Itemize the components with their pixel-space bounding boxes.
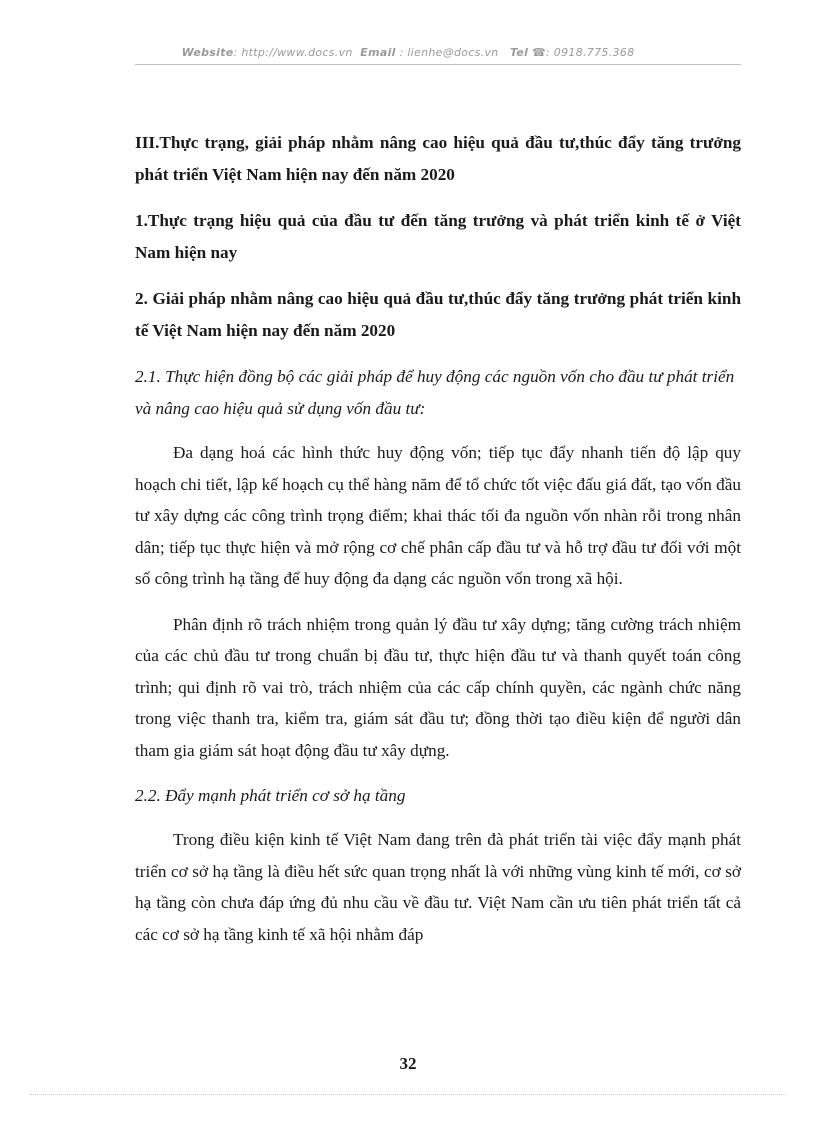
subsection-heading-2-1: 2.1. Thực hiện đồng bộ các giải pháp để huy động các nguồn vốn cho đầu tư phát triển và nâng cao hiệu quả sử dụng vốn đầu tư:	[135, 367, 735, 418]
tel-value: : 0918.775.368	[546, 46, 635, 59]
paragraph: Phân định rõ trách nhiệm trong quản lý đầu tư xây dựng; tăng cường trách nhiệm của các chủ đầu tư trong chuẩn bị đầu tư, thực hiện đầu tư và thanh quyết toán công trình; qui định rõ vai trò, trách nhiệm của các cấp chính quyền, các ngành chức năng trong việc thanh tra, kiểm tra, giám sát đầu tư; đồng thời tạo điều kiện để người dân tham gia giám sát hoạt động đầu tư xây dựng.	[135, 614, 741, 760]
website-value: : http://www.docs.vn	[233, 46, 353, 59]
section-heading-2: 2. Giải pháp nhằm nâng cao hiệu quả đầu tư,thúc đẩy tăng trưởng phát triển kinh tế Việt Nam hiện nay đến năm 2020	[135, 289, 741, 340]
page-header	[0, 46, 816, 59]
section-heading-iii: III.Thực trạng, giải pháp nhằm nâng cao hiệu quả đầu tư,thúc đẩy tăng trưởng phát triển Việt Nam hiện nay đến năm 2020	[135, 133, 741, 184]
section-heading-1: 1.Thực trạng hiệu quả của đầu tư đến tăng trưởng và phát triển kinh tế ở Việt Nam hiện nay	[135, 211, 741, 262]
page-number: 32	[399, 1054, 417, 1073]
header-divider	[135, 64, 741, 65]
email-value: : lienhe@docs.vn	[399, 46, 499, 59]
website-label: Website	[181, 46, 234, 59]
paragraph: Trong điều kiện kinh tế Việt Nam đang trên đà phát triển tài việc đẩy mạnh phát triển cơ sở hạ tầng là điều hết sức quan trọng nhất là với những vùng kinh tế mới, cơ sở hạ tầng còn chưa đáp ứng đủ nhu cầu về đầu tư. Việt Nam cần ưu tiên phát triển tất cả các cơ sở hạ tầng kinh tế xã hội nhằm đáp	[135, 830, 741, 944]
footer-divider	[30, 1094, 786, 1095]
email-label: Email	[360, 46, 396, 59]
tel-label: Tel	[509, 46, 529, 59]
paragraph: Đa dạng hoá các hình thức huy động vốn; tiếp tục đẩy nhanh tiến độ lập quy hoạch chi tiết, lập kế hoạch cụ thể hàng năm để tổ chức tốt việc đấu giá đất, tạo vốn đầu tư xây dựng các công trình trọng điểm; khai thác tối đa nguồn vốn nhàn rỗi trong nhân dân; tiếp tục thực hiện và mở rộng cơ chế phân cấp đầu tư và hỗ trợ đầu tư đối với một số công trình hạ tầng để huy động đa dạng các nguồn vốn trong xã hội.	[135, 443, 741, 588]
subsection-heading-2-2: 2.2. Đẩy mạnh phát triển cơ sở hạ tầng	[135, 786, 406, 805]
phone-icon: ☎	[531, 46, 546, 59]
document-body	[135, 127, 741, 964]
